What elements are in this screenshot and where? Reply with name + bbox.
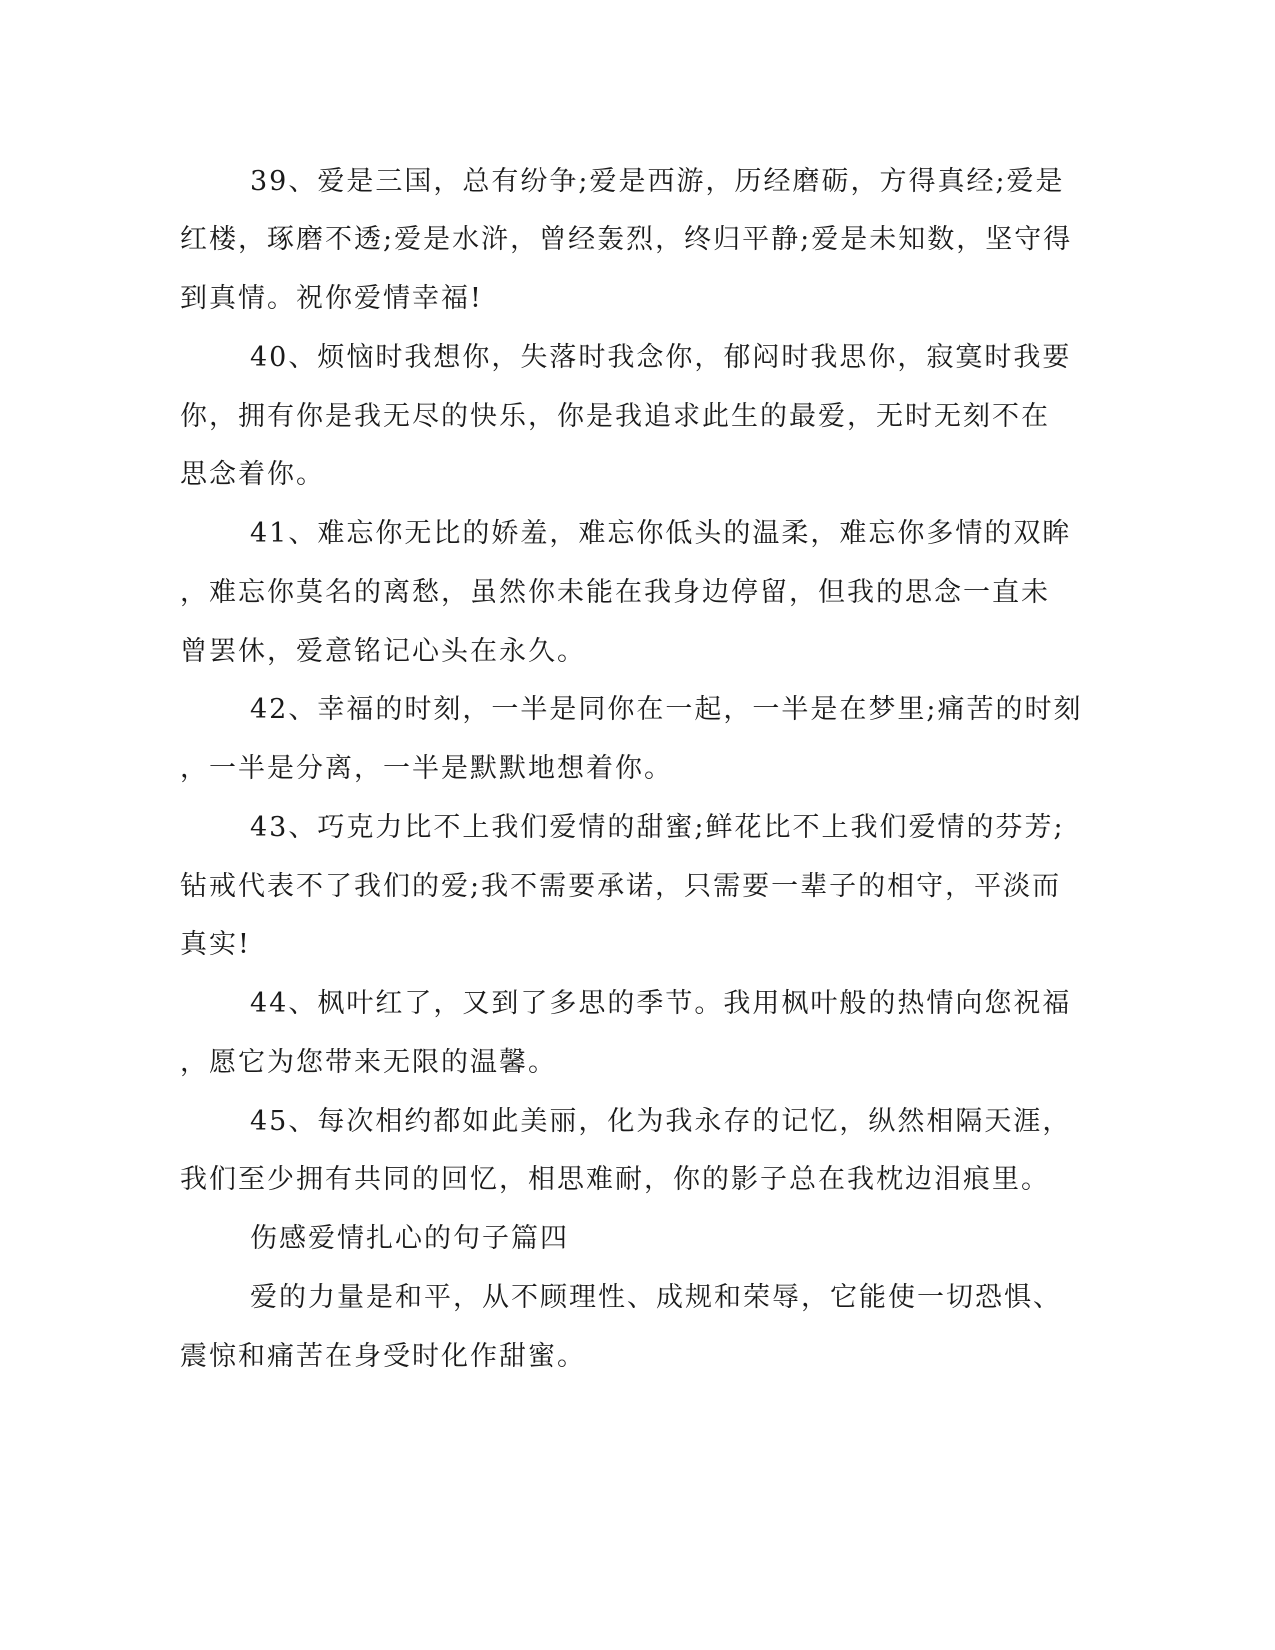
- text-line: ，愿它为您带来无限的温馨。: [180, 1047, 557, 1078]
- text-line: 震惊和痛苦在身受时化作甜蜜。: [180, 1341, 586, 1372]
- text-line: 思念着你。: [180, 459, 325, 490]
- section-heading: 伤感爱情扎心的句子篇四: [250, 1223, 569, 1254]
- text-line: 40、烦恼时我想你，失落时我念你，郁闷时我思你，寂寞时我要: [250, 342, 1072, 373]
- text-line: 我们至少拥有共同的回忆，相思难耐，你的影子总在我枕边泪痕里。: [180, 1164, 1050, 1195]
- text-line: 43、巧克力比不上我们爱情的甜蜜;鲜花比不上我们爱情的芬芳;: [250, 812, 1065, 843]
- text-line: 红楼，琢磨不透;爱是水浒，曾经轰烈，终归平静;爱是未知数，坚守得: [180, 224, 1073, 255]
- text-line: 曾罢休，爱意铭记心头在永久。: [180, 636, 586, 667]
- text-line: 41、难忘你无比的娇羞，难忘你低头的温柔，难忘你多情的双眸: [250, 518, 1072, 549]
- text-line: 到真情。祝你爱情幸福!: [180, 283, 483, 314]
- text-line: 44、枫叶红了，又到了多思的季节。我用枫叶般的热情向您祝福: [250, 988, 1072, 1019]
- text-line: 钻戒代表不了我们的爱;我不需要承诺，只需要一辈子的相守，平淡而: [180, 871, 1062, 902]
- text-line: ，一半是分离，一半是默默地想着你。: [180, 753, 673, 784]
- text-line: 45、每次相约都如此美丽，化为我永存的记忆，纵然相隔天涯，: [250, 1106, 1072, 1137]
- text-line: 你，拥有你是我无尽的快乐，你是我追求此生的最爱，无时无刻不在: [180, 401, 1050, 432]
- text-line: 真实!: [180, 929, 251, 960]
- text-line: 爱的力量是和平，从不顾理性、成规和荣辱，它能使一切恐惧、: [250, 1282, 1062, 1313]
- text-line: ，难忘你莫名的离愁，虽然你未能在我身边停留，但我的思念一直未: [180, 577, 1050, 608]
- text-line: 39、爱是三国，总有纷争;爱是西游，历经磨砺，方得真经;爱是: [250, 166, 1065, 197]
- text-line: 42、幸福的时刻，一半是同你在一起，一半是在梦里;痛苦的时刻: [250, 694, 1083, 725]
